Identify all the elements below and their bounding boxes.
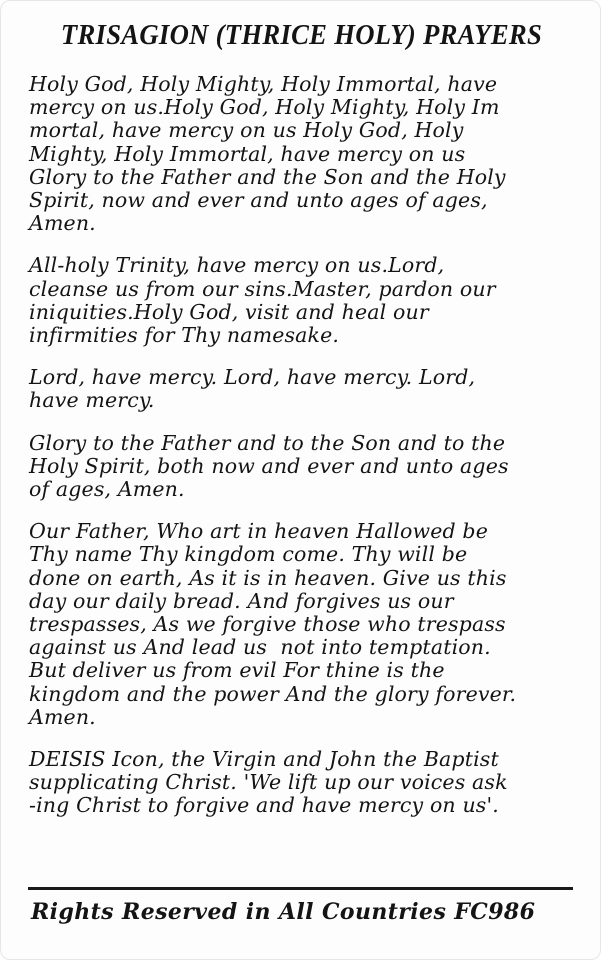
text-line: trespasses, As we forgive those who trespass	[29, 612, 506, 637]
text-line: Glory to the Father and to the Son and to the	[29, 430, 506, 455]
text-line: -ing Christ to forgive and have mercy on us'.	[29, 793, 499, 818]
text-line: Thy name Thy kingdom come. Thy will be	[29, 542, 468, 567]
paragraph-all-holy-trinity	[29, 254, 589, 347]
text-line: Holy Spirit, both now and ever and unto ages	[29, 453, 509, 478]
text-line: Holy God, Holy Mighty, Holy Immortal, have	[29, 72, 498, 96]
rights-footer: Rights Reserved in All Countries FC986	[31, 899, 536, 925]
text-line: Mighty, Holy Immortal, have mercy on us	[29, 141, 466, 166]
footer-divider	[28, 887, 573, 890]
paragraph-trisagion	[29, 73, 589, 235]
card-title: TRISAGION (THRICE HOLY) PRAYERS	[60, 19, 543, 51]
text-line: of ages, Amen.	[29, 477, 185, 502]
text-line: Lord, have mercy. Lord, have mercy. Lord,	[29, 365, 476, 390]
text-line: done on earth, As it is in heaven. Give us this	[29, 565, 507, 590]
text-line: Amen.	[29, 211, 96, 236]
text-line: supplicating Christ. 'We lift up our voices ask	[29, 770, 508, 795]
paragraph-lord-have-mercy	[29, 366, 589, 412]
text-line: have mercy.	[29, 388, 155, 413]
text-line: infirmities for Thy namesake.	[29, 323, 340, 348]
prayer-body	[29, 73, 589, 837]
text-line: mortal, have mercy on us Holy God, Holy	[29, 118, 464, 143]
text-line: day our daily bread. And forgives us our	[29, 588, 454, 613]
paragraph-our-father	[29, 520, 589, 729]
text-line: Glory to the Father and the Son and the Holy	[29, 164, 506, 189]
text-line: Our Father, Who art in heaven Hallowed be	[29, 519, 488, 544]
text-line: All-holy Trinity, have mercy on us.Lord,	[29, 253, 445, 278]
text-line: against us And lead us not into temptation.	[29, 635, 491, 660]
text-line: Amen.	[29, 704, 96, 729]
text-line: kingdom and the power And the glory forever.	[29, 681, 517, 706]
text-line: cleanse us from our sins.Master, pardon our	[29, 276, 496, 301]
text-line: Spirit, now and ever and unto ages of ages,	[29, 188, 488, 213]
text-line: mercy on us.Holy God, Holy Mighty, Holy Im	[29, 95, 500, 120]
paragraph-deisis-icon	[29, 748, 589, 818]
text-line: But deliver us from evil For thine is the	[29, 658, 445, 683]
paragraph-glory	[29, 432, 589, 502]
text-line: DEISIS Icon, the Virgin and John the Baptist	[29, 747, 499, 772]
text-line: iniquities.Holy God, visit and heal our	[29, 299, 429, 324]
